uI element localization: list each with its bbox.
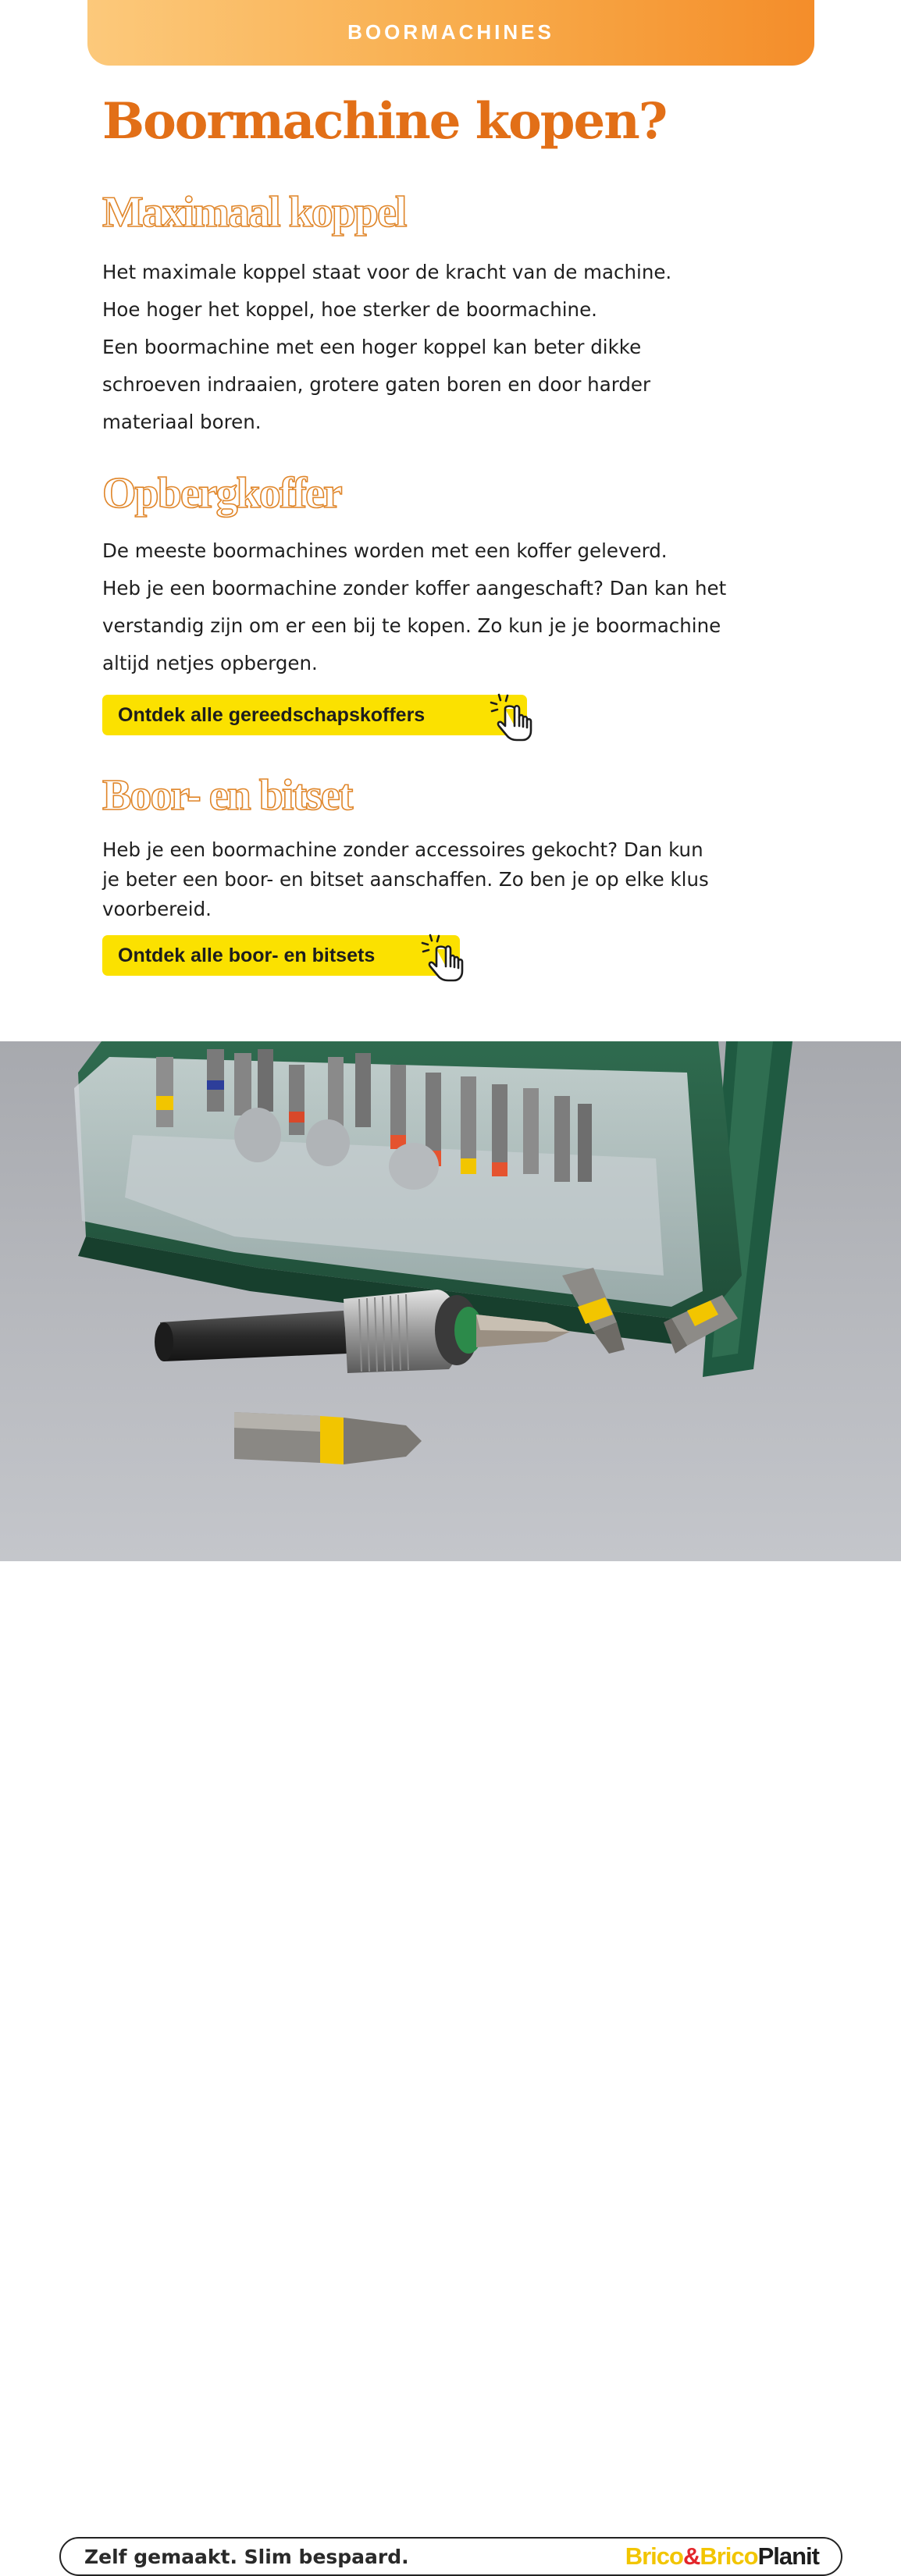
logo-part-brico: Brico <box>625 2542 683 2570</box>
text-line: De meeste boormachines worden met een koffer geleverd. <box>102 539 668 562</box>
bitset-case-illustration <box>0 1041 901 1561</box>
logo-part-brico-2: Brico <box>700 2542 758 2570</box>
page-title: Boormachine kopen? <box>102 92 667 151</box>
text-line: materiaal boren. <box>102 411 262 433</box>
bitset-product-photo <box>0 1041 901 2570</box>
pointer-hand-click-icon <box>419 932 471 984</box>
text-line: Heb je een boormachine zonder accessoires gekocht? Dan kun <box>102 838 703 861</box>
section-text-opbergkoffer <box>102 532 805 682</box>
text-line: Het maximale koppel staat voor de kracht van de machine. <box>102 261 672 283</box>
text-line: je beter een boor- en bitset aanschaffen. Zo ben je op elke klus <box>102 868 709 891</box>
section-text-maximaal-koppel <box>102 254 805 441</box>
section-title-maximaal-koppel: Maximaal koppel <box>102 188 406 237</box>
pointer-hand-click-icon <box>488 692 540 743</box>
cta-label: Ontdek alle boor- en bitsets <box>118 944 376 966</box>
section-title-boor-en-bitset: Boor- en bitset <box>102 771 352 820</box>
footer-bar <box>59 2537 842 2576</box>
cta-gereedschapskoffers-button[interactable] <box>102 695 527 735</box>
logo-part-planit: Planit <box>757 2542 819 2570</box>
logo-ampersand: & <box>682 2542 700 2570</box>
section-text-boor-en-bitset <box>102 835 805 924</box>
footer-slogan: Zelf gemaakt. Slim bespaard. <box>84 2545 409 2568</box>
text-line: schroeven indraaien, grotere gaten boren en door harder <box>102 373 651 396</box>
text-line: voorbereid. <box>102 898 212 920</box>
category-banner <box>87 0 814 66</box>
text-line: Een boormachine met een hoger koppel kan beter dikke <box>102 336 642 358</box>
text-line: Heb je een boormachine zonder koffer aangeschaft? Dan kan het <box>102 577 727 600</box>
text-line: altijd netjes opbergen. <box>102 652 318 674</box>
cta-boor-en-bitsets-button[interactable] <box>102 935 460 976</box>
text-line: Hoe hoger het koppel, hoe sterker de boormachine. <box>102 298 597 321</box>
category-label: BOORMACHINES <box>347 20 554 44</box>
section-title-opbergkoffer: Opbergkoffer <box>102 469 341 518</box>
cta-label: Ontdek alle gereedschapskoffers <box>118 703 426 726</box>
brico-logo[interactable] <box>625 2542 819 2571</box>
text-line: verstandig zijn om er een bij te kopen. Zo kun je je boormachine <box>102 614 721 637</box>
